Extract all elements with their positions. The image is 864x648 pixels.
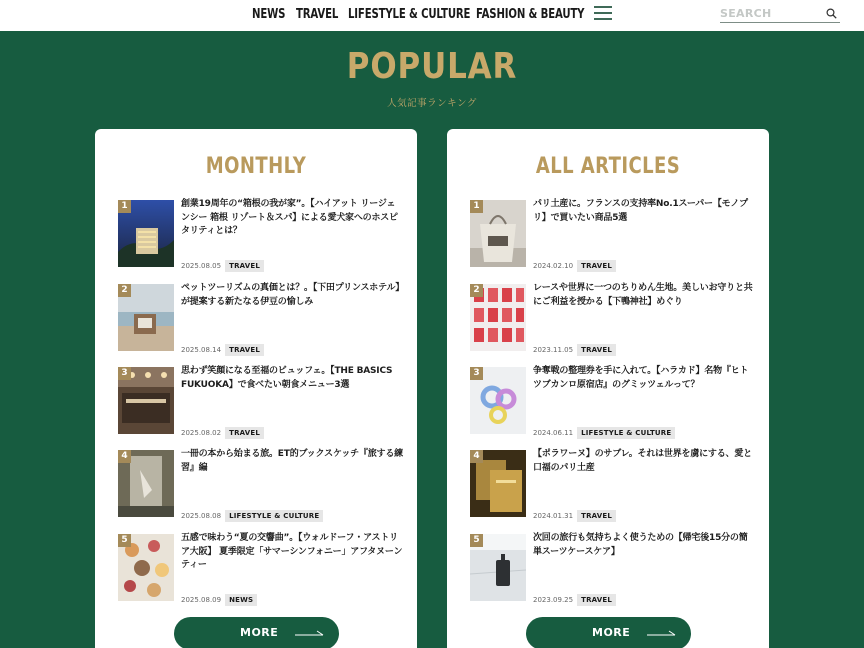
category-tag[interactable]: NEWS [225, 594, 257, 606]
category-tag[interactable]: TRAVEL [577, 594, 616, 606]
article-date: 2024.02.10 [533, 261, 574, 270]
search-icon[interactable] [826, 8, 837, 19]
hamburger-menu-icon[interactable] [594, 6, 612, 21]
article-thumbnail[interactable] [470, 284, 526, 351]
article-title[interactable]: 争奪戦の整理券を手に入れて。【ハラカド】名物『ヒトツブカンロ原宿店』のグミッツェルって？ [533, 366, 749, 390]
nav-item-news[interactable]: NEWS [252, 7, 286, 22]
monthly-ranking-panel [95, 129, 417, 648]
article-title[interactable]: パリ土産に。フランスの支持率No.1スーパー【モノプリ】で買いたい商品5選 [533, 199, 748, 223]
rank-badge: 1 [118, 200, 131, 213]
article-date: 2025.08.02 [181, 428, 222, 437]
article-date: 2024.01.31 [533, 511, 574, 520]
rank-badge: 2 [118, 284, 131, 297]
article-thumbnail[interactable] [118, 450, 174, 517]
rank-badge: 2 [470, 284, 483, 297]
article-date: 2025.08.14 [181, 345, 222, 354]
ranking-item[interactable] [118, 532, 408, 602]
page-subtitle: 人気記事ランキング [387, 98, 477, 109]
rank-badge: 4 [118, 450, 131, 463]
ranking-item[interactable] [118, 282, 408, 352]
article-title[interactable]: 創業19周年の“箱根の我が家”。【ハイアット リージェンシー 箱根 リゾート＆スパ】による愛犬家へのホスピタリティとは？ [181, 199, 398, 236]
ranking-item[interactable] [470, 448, 760, 518]
article-thumbnail[interactable] [118, 367, 174, 434]
article-thumbnail[interactable] [118, 284, 174, 351]
article-title[interactable]: 一冊の本から始まる旅。ET的ブックスケッチ『旅する練習』編 [181, 449, 403, 473]
article-thumbnail[interactable] [470, 534, 526, 601]
article-meta [533, 589, 616, 602]
article-meta [181, 422, 264, 435]
ranking-item[interactable] [118, 448, 408, 518]
article-date: 2023.09.25 [533, 595, 574, 604]
article-meta [533, 422, 675, 435]
rank-badge: 3 [470, 367, 483, 380]
article-title[interactable]: ペットツーリズムの真価とは？。【下田プリンスホテル】が提案する新たなる伊豆の愉しみ [181, 283, 400, 307]
category-tag[interactable]: TRAVEL [225, 260, 264, 272]
rank-badge: 1 [470, 200, 483, 213]
article-meta [533, 339, 616, 352]
rank-badge: 5 [118, 534, 131, 547]
article-title[interactable]: 次回の旅行も気持ちよく使うための【帰宅後15分の簡単スーツケースケア】 [533, 533, 748, 557]
all-articles-title: ALL ARTICLES [535, 154, 681, 179]
monthly-more-button[interactable] [174, 617, 339, 648]
category-tag[interactable]: TRAVEL [225, 427, 264, 439]
category-tag[interactable]: LIFESTYLE & CULTURE [577, 427, 675, 439]
article-date: 2025.08.05 [181, 261, 222, 270]
nav-item-fashion-beauty[interactable]: FASHION & BEAUTY [476, 7, 585, 22]
category-tag[interactable]: TRAVEL [577, 344, 616, 356]
page-title: POPULAR [346, 46, 518, 87]
ranking-item[interactable] [470, 198, 760, 268]
article-thumbnail[interactable] [118, 200, 174, 267]
category-tag[interactable]: TRAVEL [577, 260, 616, 272]
article-meta [181, 589, 257, 602]
article-date: 2023.11.05 [533, 345, 574, 354]
arrow-right-icon [295, 629, 325, 637]
top-navigation-bar [0, 0, 864, 31]
article-meta [533, 505, 616, 518]
ranking-item[interactable] [470, 532, 760, 602]
article-date: 2025.08.09 [181, 595, 222, 604]
nav-item-lifestyle-culture[interactable]: LIFESTYLE & CULTURE [348, 7, 471, 22]
nav-item-travel[interactable]: TRAVEL [296, 7, 339, 22]
all-articles-ranking-panel [447, 129, 769, 648]
article-meta [181, 255, 264, 268]
article-title[interactable]: 思わず笑顔になる至福のビュッフェ。【THE BASICS FUKUOKA】で食べたい朝食メニュー3選 [181, 366, 393, 390]
all-articles-more-button[interactable] [526, 617, 691, 648]
ranking-item[interactable] [118, 365, 408, 435]
article-thumbnail[interactable] [470, 450, 526, 517]
article-meta [181, 505, 323, 518]
search-input[interactable] [720, 4, 820, 22]
more-label: MORE [240, 626, 279, 639]
category-tag[interactable]: LIFESTYLE & CULTURE [225, 510, 323, 522]
rank-badge: 4 [470, 450, 483, 463]
article-date: 2025.08.08 [181, 511, 222, 520]
category-tag[interactable]: TRAVEL [225, 344, 264, 356]
article-title[interactable]: レースや世界に一つのちりめん生地。美しいお守りと共にご利益を授かる【下鴨神社】めぐり [533, 283, 753, 307]
article-date: 2024.06.11 [533, 428, 574, 437]
article-title[interactable]: 五感で味わう“夏の交響曲”。【ウォルドーフ・アストリア大阪】 夏季限定「サマーシンフォニー」アフタヌーンティー [181, 533, 403, 570]
ranking-item[interactable] [118, 198, 408, 268]
ranking-item[interactable] [470, 282, 760, 352]
article-title[interactable]: 【ポラワーヌ】のサブレ。それは世界を虜にする、愛と口福のパリ土産 [533, 449, 752, 473]
article-meta [181, 339, 264, 352]
monthly-title: MONTHLY [205, 154, 307, 179]
article-meta [533, 255, 616, 268]
rank-badge: 3 [118, 367, 131, 380]
search-box [720, 4, 840, 23]
article-thumbnail[interactable] [470, 200, 526, 267]
article-thumbnail[interactable] [470, 367, 526, 434]
rank-badge: 5 [470, 534, 483, 547]
category-tag[interactable]: TRAVEL [577, 510, 616, 522]
more-label: MORE [592, 626, 631, 639]
ranking-item[interactable] [470, 365, 760, 435]
article-thumbnail[interactable] [118, 534, 174, 601]
arrow-right-icon [647, 629, 677, 637]
